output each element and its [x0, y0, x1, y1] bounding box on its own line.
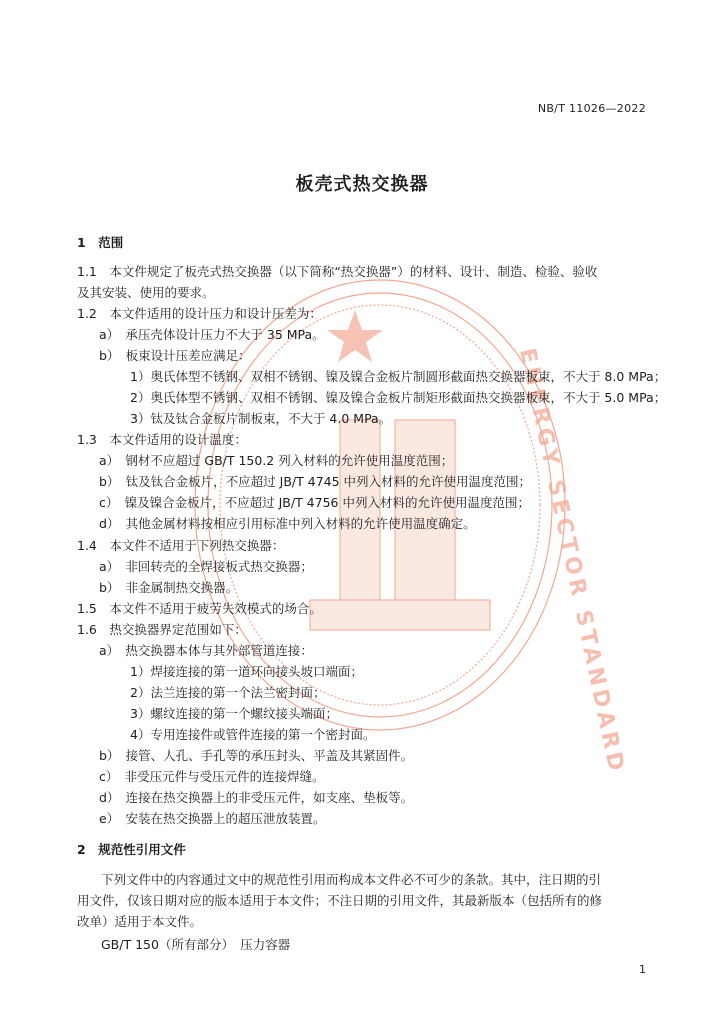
- clause-1-6-a-4: 4）专用连接件或管件连接的第一个密封面。: [130, 727, 376, 742]
- clause-1-2-b: b） 板束设计压差应满足：: [99, 348, 251, 363]
- clause-1-1-line1: 1.1 本文件规定了板壳式热交换器（以下简称“热交换器”）的材料、设计、制造、检验、验收: [77, 264, 598, 279]
- clause-1-2-b-3: 3）钛及钛合金板片制板束，不大于 4.0 MPa。: [130, 411, 392, 426]
- section-heading-normative-references: 2 规范性引用文件: [77, 842, 186, 857]
- clause-1-2-a: a） 承压壳体设计压力不大于 35 MPa。: [99, 327, 325, 342]
- page-number: 1: [639, 963, 646, 976]
- clause-1-6: 1.6 热交换器界定范围如下：: [77, 622, 247, 637]
- references-intro-line2: 用文件，仅该日期对应的版本适用于本文件；不注日期的引用文件，其最新版本（包括所有的修: [77, 893, 603, 908]
- clause-1-2-b-1: 1）奥氏体型不锈钢、双相不锈钢、镍及镍合金板片制圆形截面热交换器板束，不大于 8.0 MPa；: [130, 369, 667, 384]
- clause-1-6-a-1: 1）焊接连接的第一道环向接头坡口端面；: [130, 664, 363, 679]
- clause-1-2-b-2: 2）奥氏体型不锈钢、双相不锈钢、镍及镍合金板片制矩形截面热交换器板束，不大于 5.0 MPa；: [130, 390, 667, 405]
- references-intro-line3: 改单）适用于本文件。: [77, 914, 203, 929]
- clause-1-5: 1.5 本文件不适用于疲劳失效模式的场合。: [77, 601, 322, 616]
- clause-1-3-b: b） 钛及钛合金板片，不应超过 JB/T 4745 中列入材料的允许使用温度范围；: [99, 474, 532, 489]
- clause-1-6-a: a） 热交换器本体与其外部管道连接：: [99, 643, 313, 658]
- clause-1-6-a-2: 2）法兰连接的第一个法兰密封面；: [130, 685, 326, 700]
- clause-1-6-d: d） 连接在热交换器上的非受压元件，如支座、垫板等。: [99, 790, 414, 805]
- clause-1-4-b: b） 非金属制热交换器。: [99, 580, 239, 595]
- clause-1-3-d: d） 其他金属材料按相应引用标准中列入材料的允许使用温度确定。: [99, 516, 476, 531]
- clause-1-4-a: a） 非回转壳的全焊接板式热交换器；: [99, 559, 313, 574]
- clause-1-6-e: e） 安装在热交换器上的超压泄放装置。: [99, 811, 326, 826]
- clause-1-2: 1.2 本文件适用的设计压力和设计压差为：: [77, 306, 322, 321]
- clause-1-3: 1.3 本文件适用的设计温度：: [77, 432, 247, 447]
- reference-gbt150: GB/T 150（所有部分） 压力容器: [101, 937, 291, 952]
- clause-1-3-c: c） 镍及镍合金板片，不应超过 JB/T 4756 中列入材料的允许使用温度范围；: [99, 495, 530, 510]
- clause-1-4: 1.4 本文件不适用于下列热交换器：: [77, 538, 285, 553]
- clause-1-3-a: a） 钢材不应超过 GB/T 150.2 列入材料的允许使用温度范围；: [99, 453, 454, 468]
- references-intro-line1: 下列文件中的内容通过文中的规范性引用而构成本文件必不可少的条款。其中，注日期的引: [101, 872, 602, 887]
- section-heading-scope: 1 范围: [77, 235, 124, 250]
- watermark-text: ENERGY SECTOR STANDARD: [514, 346, 630, 777]
- clause-1-1-line2: 及其安装、使用的要求。: [77, 285, 215, 300]
- clause-1-6-b: b） 接管、人孔、手孔等的承压封头、平盖及其紧固件。: [99, 748, 414, 763]
- page-title: 板壳式热交换器: [295, 174, 429, 195]
- clause-1-6-c: c） 非受压元件与受压元件的连接焊缝。: [99, 769, 325, 784]
- standard-code: NB/T 11026—2022: [537, 102, 646, 115]
- clause-1-6-a-3: 3）螺纹连接的第一个螺纹接头端面；: [130, 706, 338, 721]
